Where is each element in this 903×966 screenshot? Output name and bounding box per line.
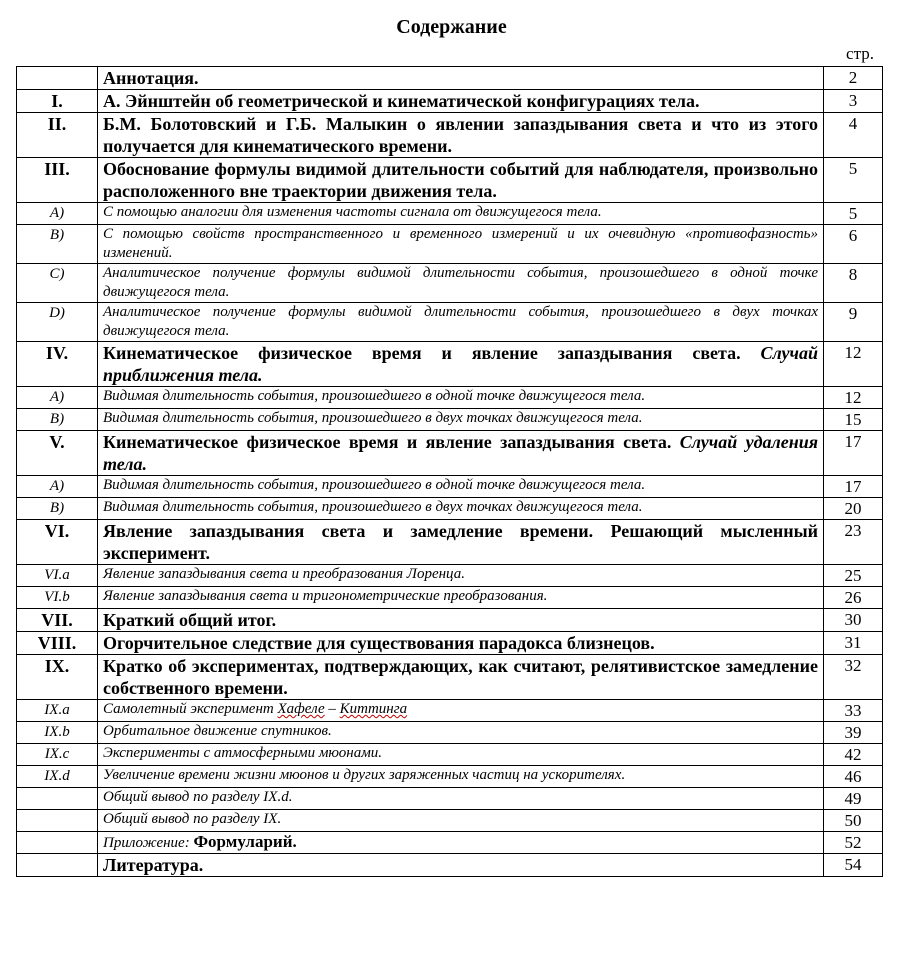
toc-number: A): [17, 203, 98, 225]
toc-number: B): [17, 498, 98, 520]
toc-number: IX.b: [17, 722, 98, 744]
toc-number: V.: [17, 431, 98, 476]
toc-row[interactable]: [17, 113, 883, 158]
toc-number: II.: [17, 113, 98, 158]
toc-row[interactable]: [17, 744, 883, 766]
toc-number: VIII.: [17, 632, 98, 655]
toc-title: [98, 431, 824, 476]
toc-title: Эксперименты с атмосферными мюонами.: [98, 744, 824, 766]
toc-title: Видимая длительность события, произошедшего в одной точке движущегося тела.: [98, 387, 824, 409]
toc-row[interactable]: [17, 387, 883, 409]
toc-number: [17, 67, 98, 90]
toc-row[interactable]: [17, 565, 883, 587]
toc-page: 39: [824, 722, 883, 744]
toc-page: 9: [824, 303, 883, 342]
toc-number: A): [17, 387, 98, 409]
toc-row[interactable]: [17, 303, 883, 342]
toc-number: VI.: [17, 520, 98, 565]
toc-title: Огорчительное следствие для существования парадокса близнецов.: [98, 632, 824, 655]
toc-number: A): [17, 476, 98, 498]
toc-title: Явление запаздывания света и преобразования Лоренца.: [98, 565, 824, 587]
toc-number: IX.c: [17, 744, 98, 766]
toc-number: IX.: [17, 655, 98, 700]
toc-title: Кратко об экспериментах, подтверждающих, как считают, релятивистское замедление собственного времени.: [98, 655, 824, 700]
toc-number: VII.: [17, 609, 98, 632]
toc-title: Б.М. Болотовский и Г.Б. Малыкин о явлении запаздывания света и что из этого получается для кинематического времени.: [98, 113, 824, 158]
toc-title: Общий вывод по разделу IX.d.: [98, 788, 824, 810]
toc-title: Краткий общий итог.: [98, 609, 824, 632]
toc-row[interactable]: [17, 520, 883, 565]
toc-row[interactable]: [17, 158, 883, 203]
toc-row[interactable]: [17, 722, 883, 744]
toc-number: B): [17, 409, 98, 431]
toc-number: [17, 788, 98, 810]
toc-title: Аналитическое получение формулы видимой длительности события, произошедшего в одной точке движущегося тела.: [98, 264, 824, 303]
toc-page: 26: [824, 587, 883, 609]
toc-row[interactable]: [17, 632, 883, 655]
page-column-header: стр.: [846, 44, 874, 63]
toc-row[interactable]: [17, 264, 883, 303]
toc-row[interactable]: [17, 766, 883, 788]
toc-row[interactable]: [17, 90, 883, 113]
toc-row[interactable]: [17, 203, 883, 225]
toc-page: 2: [824, 67, 883, 90]
toc-number: B): [17, 225, 98, 264]
toc-title-italic: Случай удаления тела.: [103, 432, 819, 474]
toc-title: С помощью свойств пространственного и временного измерений и их очевидную «противофазность» изменений.: [98, 225, 824, 264]
toc-page: 25: [824, 565, 883, 587]
toc-page: 17: [824, 431, 883, 476]
toc-row[interactable]: [17, 854, 883, 877]
toc-page: 6: [824, 225, 883, 264]
toc-row[interactable]: [17, 700, 883, 722]
toc-title: Общий вывод по разделу IX.: [98, 810, 824, 832]
toc-row[interactable]: [17, 225, 883, 264]
toc-number: VI.a: [17, 565, 98, 587]
toc-title: Видимая длительность события, произошедшего в одной точке движущегося тела.: [98, 476, 824, 498]
toc-number: III.: [17, 158, 98, 203]
toc-row[interactable]: [17, 342, 883, 387]
toc-row[interactable]: [17, 476, 883, 498]
toc-page: 33: [824, 700, 883, 722]
toc-page: 32: [824, 655, 883, 700]
toc-number: IX.a: [17, 700, 98, 722]
toc-row[interactable]: [17, 655, 883, 700]
toc-row[interactable]: [17, 498, 883, 520]
spellcheck-word: Киттинга: [339, 701, 408, 717]
toc-page: 8: [824, 264, 883, 303]
toc-page: 50: [824, 810, 883, 832]
toc-title: [98, 342, 824, 387]
toc-page: 15: [824, 409, 883, 431]
toc-page: 12: [824, 387, 883, 409]
toc-title-bold: Формуларий.: [193, 832, 297, 851]
toc-title: Увеличение времени жизни мюонов и других заряженных частиц на ускорителях.: [98, 766, 824, 788]
toc-number: I.: [17, 90, 98, 113]
toc-title-text: Приложение:: [103, 835, 190, 851]
toc-page: 54: [824, 854, 883, 877]
toc-number: [17, 810, 98, 832]
toc-title-italic: Случай приближения тела.: [103, 343, 818, 385]
toc-title: Орбитальное движение спутников.: [98, 722, 824, 744]
toc-row[interactable]: [17, 832, 883, 854]
toc-number: C): [17, 264, 98, 303]
toc-title: Аналитическое получение формулы видимой длительности события, произошедшего в двух точках движущегося тела.: [98, 303, 824, 342]
toc-number: IV.: [17, 342, 98, 387]
toc-title: С помощью аналогии для изменения частоты сигнала от движущегося тела.: [98, 203, 824, 225]
toc-page: 31: [824, 632, 883, 655]
toc-title: Литература.: [98, 854, 824, 877]
toc-dash: –: [328, 701, 336, 717]
toc-page: 5: [824, 158, 883, 203]
toc-page: 4: [824, 113, 883, 158]
toc-page: 12: [824, 342, 883, 387]
toc-title: [98, 700, 824, 722]
toc-title-main: Кинематическое физическое время и явление запаздывания света.: [103, 432, 672, 452]
toc-page: 23: [824, 520, 883, 565]
toc-page: 46: [824, 766, 883, 788]
toc-title-main: Кинематическое физическое время и явление запаздывания света.: [103, 343, 741, 363]
toc-page: 3: [824, 90, 883, 113]
toc-number: [17, 854, 98, 877]
toc-row[interactable]: [17, 587, 883, 609]
toc-row[interactable]: [17, 788, 883, 810]
toc-title: А. Эйнштейн об геометрической и кинематической конфигурациях тела.: [98, 90, 824, 113]
spellcheck-word: Хафеле: [277, 701, 325, 717]
toc-page: 5: [824, 203, 883, 225]
toc-page: 17: [824, 476, 883, 498]
toc-row[interactable]: [17, 431, 883, 476]
toc-title: Обоснование формулы видимой длительности событий для наблюдателя, произвольно расположенного вне траектории движения тела.: [98, 158, 824, 203]
page-title: Содержание: [396, 16, 507, 38]
toc-title: [98, 832, 824, 854]
toc-title-text: Самолетный эксперимент: [103, 701, 274, 717]
toc-page: 49: [824, 788, 883, 810]
toc-row[interactable]: [17, 409, 883, 431]
toc-number: VI.b: [17, 587, 98, 609]
toc-page: 30: [824, 609, 883, 632]
toc-page: 52: [824, 832, 883, 854]
toc-title: Видимая длительность события, произошедшего в двух точках движущегося тела.: [98, 498, 824, 520]
toc-title: Явление запаздывания света и тригонометрические преобразования.: [98, 587, 824, 609]
toc-page: 42: [824, 744, 883, 766]
toc-title: Явление запаздывания света и замедление времени. Решающий мысленный эксперимент.: [98, 520, 824, 565]
toc-row[interactable]: [17, 609, 883, 632]
toc-page: 20: [824, 498, 883, 520]
toc-table: [16, 66, 883, 877]
toc-title: Аннотация.: [98, 67, 824, 90]
toc-row[interactable]: [17, 810, 883, 832]
toc-number: [17, 832, 98, 854]
toc-number: IX.d: [17, 766, 98, 788]
toc-row[interactable]: [17, 67, 883, 90]
toc-number: D): [17, 303, 98, 342]
toc-title: Видимая длительность события, произошедшего в двух точках движущегося тела.: [98, 409, 824, 431]
